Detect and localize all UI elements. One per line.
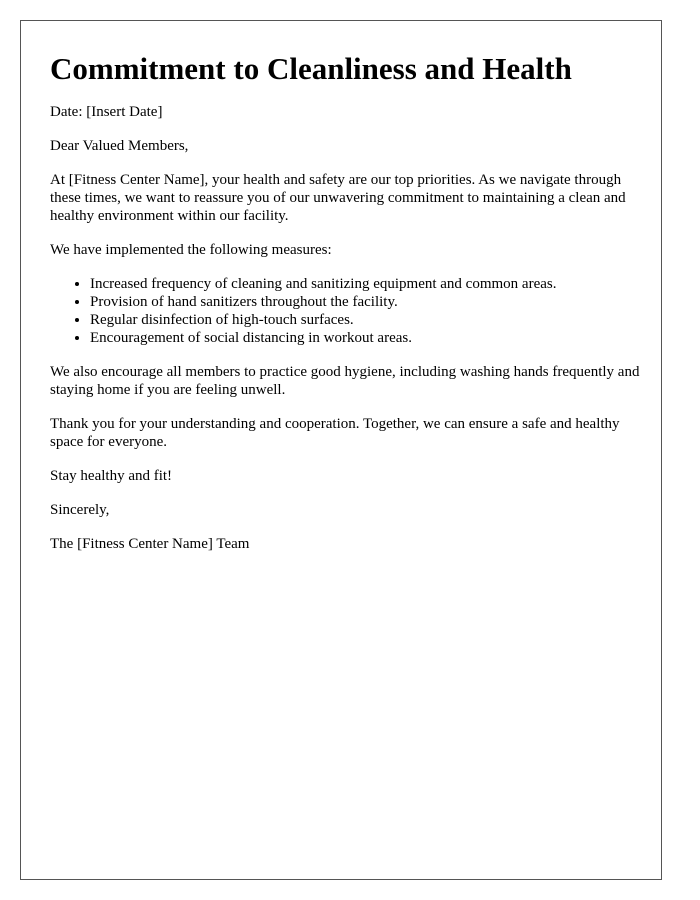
intro-paragraph: At [Fitness Center Name], your health and safety are our top priorities. As we navigate through these times, we want to reassure you of our unwavering commitment to maintaining a clean and healthy environment within our facility. <box>50 172 626 224</box>
measure-item: • Increased frequency of cleaning and sanitizing equipment and common areas. <box>90 275 640 293</box>
letter-greeting: Dear Valued Members, <box>50 138 189 154</box>
letter-page <box>20 20 662 880</box>
motto-line: Stay healthy and fit! <box>50 468 173 484</box>
letter-body <box>50 51 640 569</box>
measure-item: • Regular disinfection of high-touch surfaces. <box>90 311 640 329</box>
closing-line: Sincerely, <box>50 502 110 518</box>
signature-line: The [Fitness Center Name] Team <box>50 536 250 552</box>
measure-item: • Provision of hand sanitizers throughout the facility. <box>90 293 640 311</box>
measures-list <box>50 275 640 347</box>
letter-title: Commitment to Cleanliness and Health <box>50 51 572 86</box>
measures-lead: We have implemented the following measures: <box>50 242 332 258</box>
thanks-paragraph: Thank you for your understanding and cooperation. Together, we can ensure a safe and healthy space for everyone. <box>50 416 620 450</box>
measure-item: • Encouragement of social distancing in workout areas. <box>90 329 640 347</box>
hygiene-paragraph: We also encourage all members to practice good hygiene, including washing hands frequently and staying home if you are feeling unwell. <box>50 364 640 398</box>
letter-date: Date: [Insert Date] <box>50 104 163 120</box>
